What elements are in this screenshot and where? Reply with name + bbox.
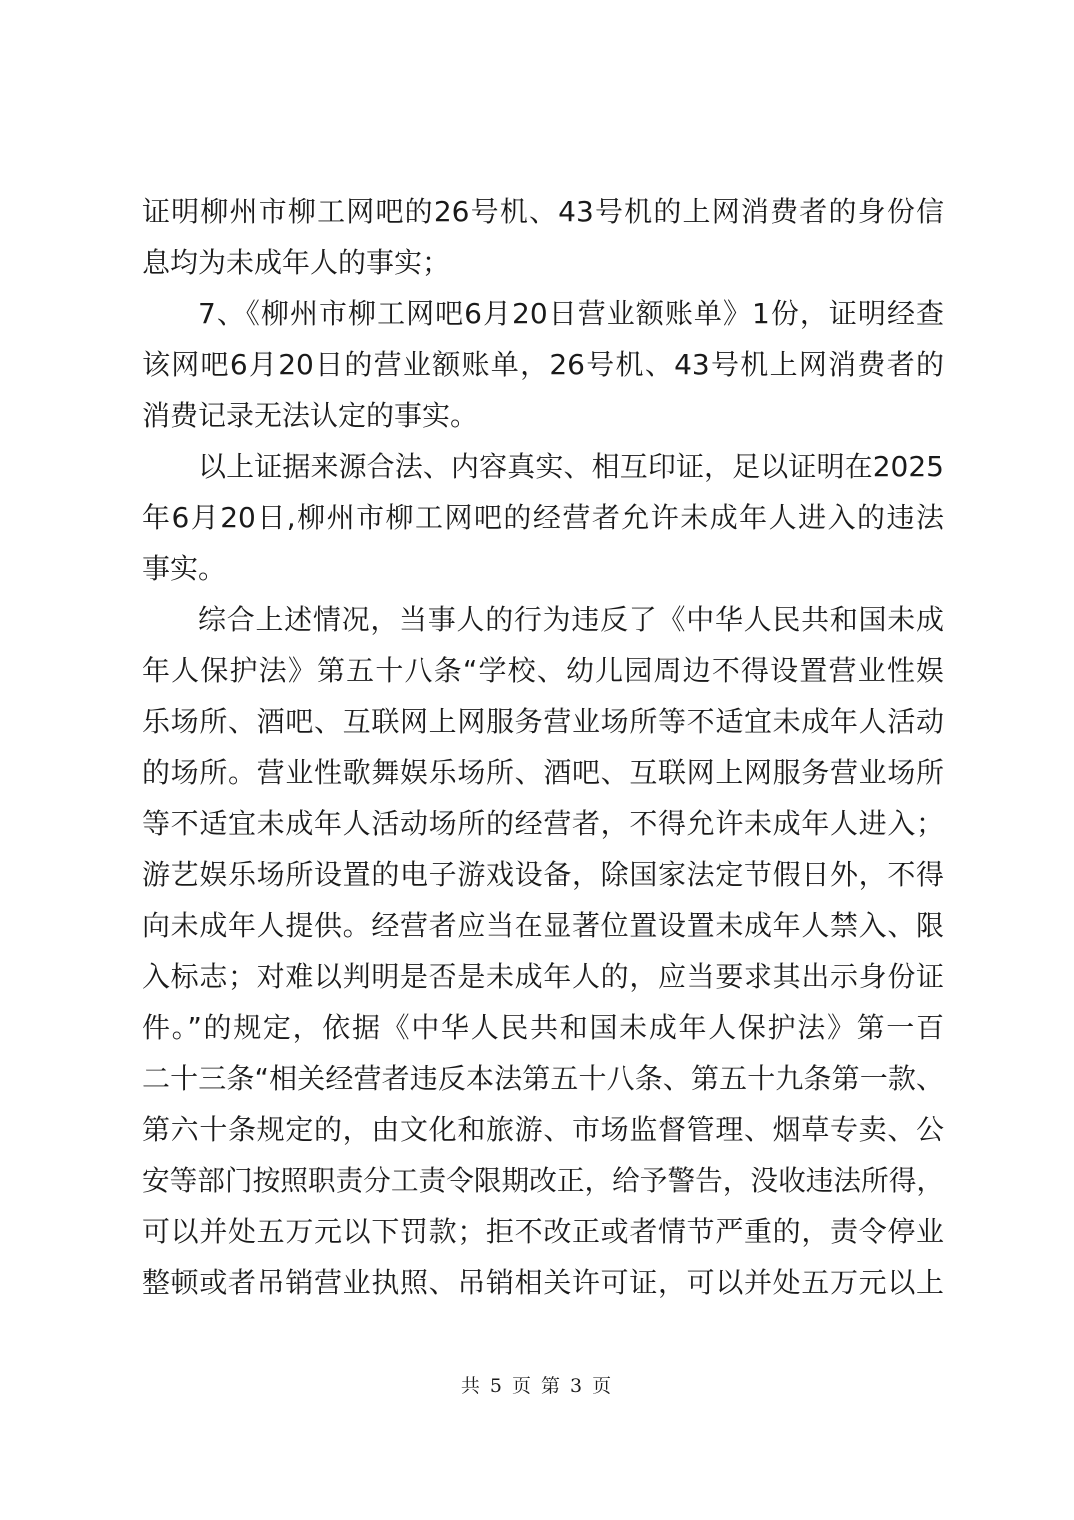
text-line: 向未成年人提供。经营者应当在显著位置设置未成年人禁入、限 [142,909,944,942]
text-line: 乐场所、酒吧、互联网上网服务营业场所等不适宜未成年人活动 [142,705,944,738]
paragraph-evidence-summary [142,441,944,594]
text-line: 第六十条规定的，由文化和旅游、市场监督管理、烟草专卖、公 [142,1113,944,1146]
text-line: 件。”的规定，依据《中华人民共和国未成年人保护法》第一百 [142,1011,944,1044]
text-line: 消费记录无法认定的事实。 [142,399,479,432]
text-line: 的场所。营业性歌舞娱乐场所、酒吧、互联网上网服务营业场所 [142,756,944,789]
text-line: 证明柳州市柳工网吧的26号机、43号机的上网消费者的身份信 [142,195,944,228]
paragraph-evidence-6-continued [142,186,944,288]
text-line: 综合上述情况，当事人的行为违反了《中华人民共和国未成 [198,603,944,636]
paragraph-evidence-7 [142,288,944,441]
text-line: 息均为未成年人的事实； [142,246,451,279]
text-line: 入标志；对难以判明是否是未成年人的，应当要求其出示身份证 [142,960,944,993]
text-line: 年6月20日,柳州市柳工网吧的经营者允许未成年人进入的违法 [142,501,944,534]
page-number-footer: 共 5 页 第 3 页 [460,1375,614,1397]
text-line: 年人保护法》第五十八条“学校、幼儿园周边不得设置营业性娱 [142,654,944,687]
text-line: 安等部门按照职责分工责令限期改正，给予警告，没收违法所得， [142,1164,944,1197]
body-text [142,186,944,1308]
text-line: 7、《柳州市柳工网吧6月20日营业额账单》1份，证明经查 [198,297,944,330]
text-line: 该网吧6月20日的营业额账单，26号机、43号机上网消费者的 [142,348,944,381]
text-line: 可以并处五万元以下罚款；拒不改正或者情节严重的，责令停业 [142,1215,944,1248]
text-line: 事实。 [142,552,227,585]
text-line: 等不适宜未成年人活动场所的经营者，不得允许未成年人进入； [142,807,944,840]
text-line: 以上证据来源合法、内容真实、相互印证，足以证明在2025 [198,450,944,483]
paragraph-legal-basis [142,594,944,1308]
text-line: 游艺娱乐场所设置的电子游戏设备，除国家法定节假日外，不得 [142,858,944,891]
text-line: 整顿或者吊销营业执照、吊销相关许可证，可以并处五万元以上 [142,1266,944,1299]
text-line: 二十三条“相关经营者违反本法第五十八条、第五十九条第一款、 [142,1062,944,1095]
